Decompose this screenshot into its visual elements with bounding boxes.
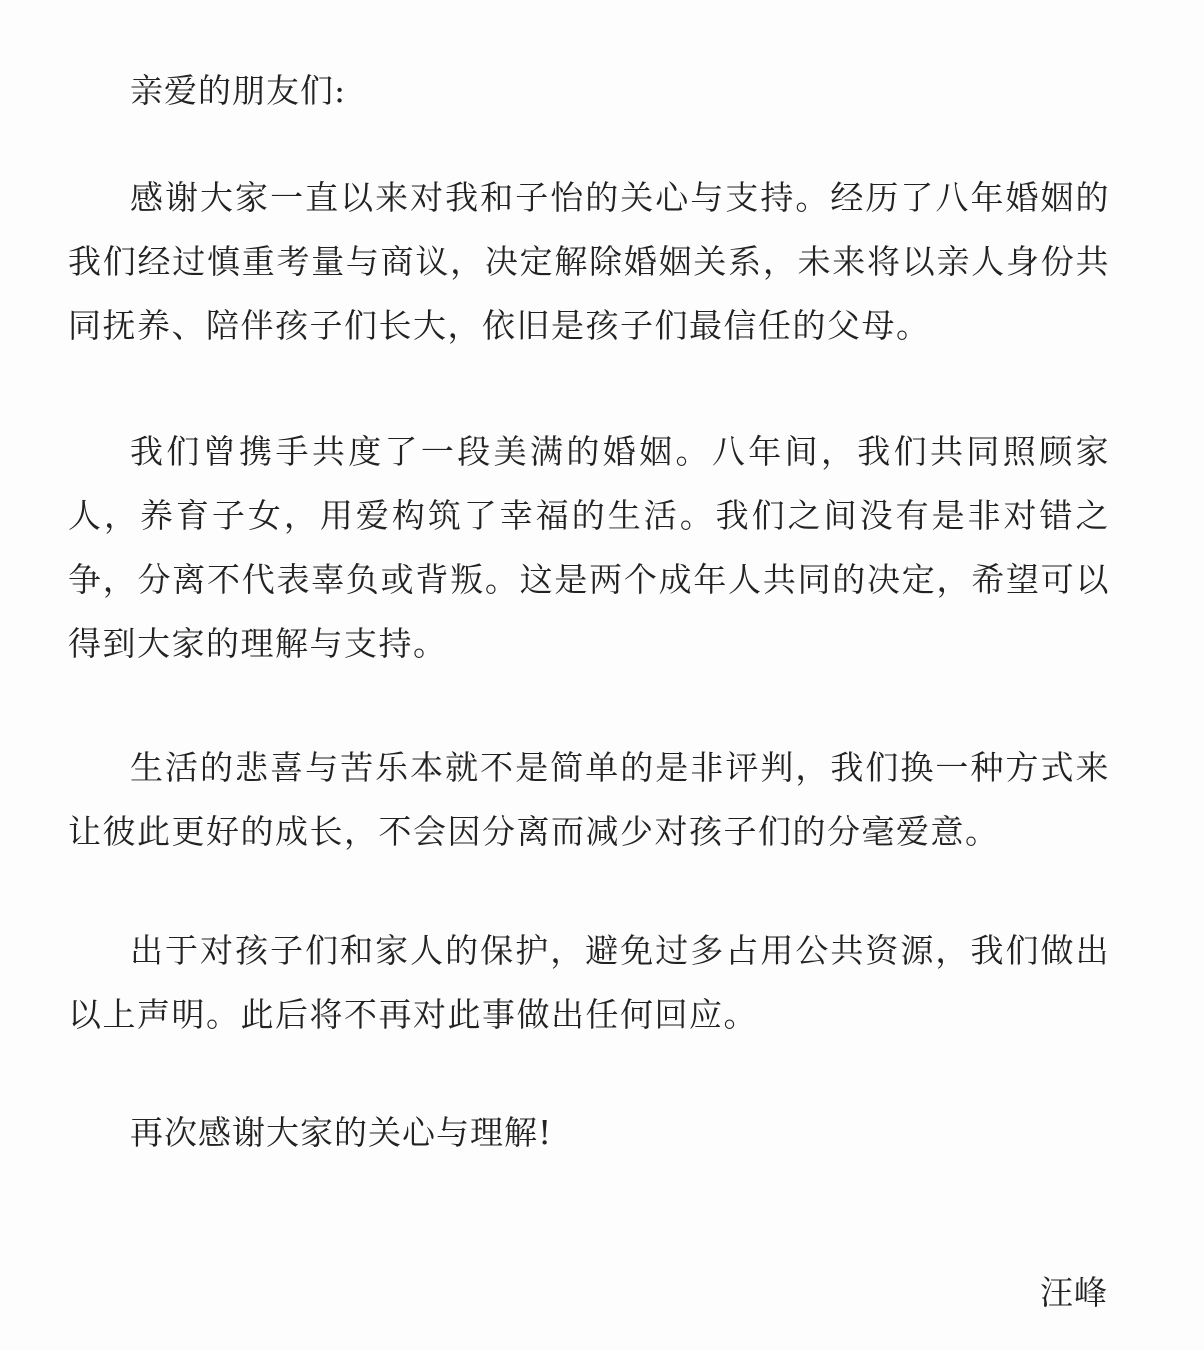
letter-paragraph-3: 生活的悲喜与苦乐本就不是简单的是非评判，我们换一种方式来让彼此更好的成长，不会因分离而减少对孩子们的分毫爱意。 — [68, 748, 1110, 851]
letter-signature: 汪峰 — [1040, 1273, 1108, 1312]
letter-paragraph-4: 出于对孩子们和家人的保护，避免过多占用公共资源，我们做出以上声明。此后将不再对此事做出任何回应。 — [68, 931, 1110, 1034]
letter-paragraph-2: 我们曾携手共度了一段美满的婚姻。八年间，我们共同照顾家人，养育子女，用爱构筑了幸福的生活。我们之间没有是非对错之争，分离不代表辜负或背叛。这是两个成年人共同的决定，希望可以得到大家的理解与支持。 — [68, 432, 1110, 663]
letter-paragraph-1: 感谢大家一直以来对我和子怡的关心与支持。经历了八年婚姻的我们经过慎重考量与商议，决定解除婚姻关系，未来将以亲人身份共同抚养、陪伴孩子们长大，依旧是孩子们最信任的父母。 — [68, 178, 1110, 345]
letter-closing: 再次感谢大家的关心与理解! — [130, 1113, 553, 1152]
letter-salutation: 亲爱的朋友们: — [130, 71, 347, 110]
